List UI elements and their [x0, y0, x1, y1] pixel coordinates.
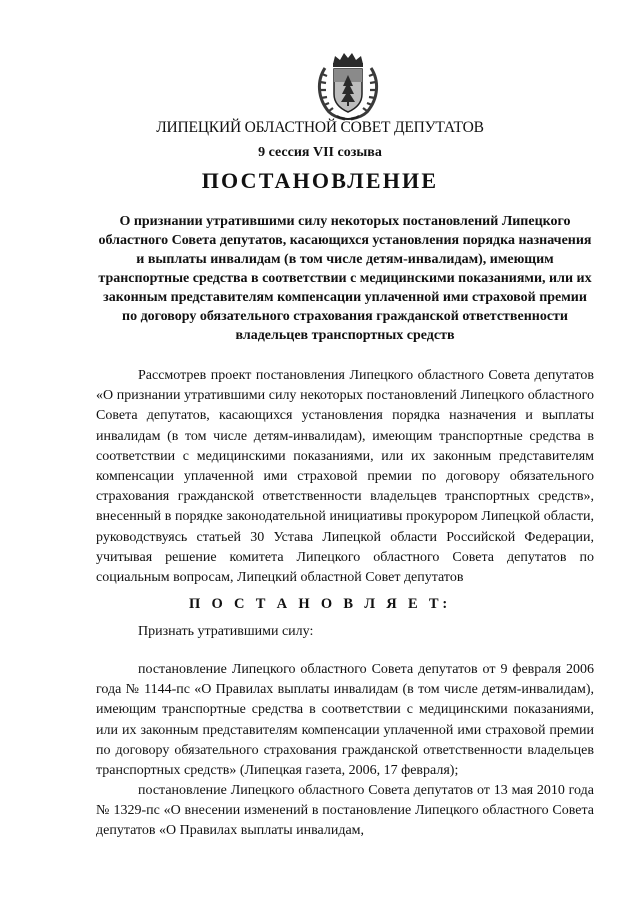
preamble-text: Рассмотрев проект постановления Липецкого областного Совета депутатов «О признании утратившими силу некоторых постановлений Липецкого областного Совета депутатов, касающихся установления порядка назначения и выплаты инвалидам (в том числе детям-инвалидам), имеющим транспортные средства в соответствии с медицинскими показаниями, или их законным представителям компенсации уплаченной ими страховой премии по договору обязательного страхования гражданской ответственности владельцев транспортных средств», внесенный в порядке законодательной инициативы прокурором Липецкой области, руководствуясь статьей 30 Устава Липецкой области Российской Федерации, учитывая решение комитета Липецкого областного Совета депутатов по социальным вопросам, Липецкий областной Совет депутатов [96, 368, 594, 586]
repealed-item [96, 660, 594, 781]
document-type-heading: ПОСТАНОВЛЕНИЕ [201, 168, 439, 193]
session-line: 9 сессия VII созыва [258, 145, 382, 160]
repealed-item-text: постановление Липецкого областного Совета депутатов от 13 мая 2010 года № 1329-пс «О внесении изменений в постановление Липецкого областного Совета депутатов «О Правилах выплаты инвалидам, [96, 783, 594, 839]
council-name: ЛИПЕЦКИЙ ОБЛАСТНОЙ СОВЕТ ДЕПУТАТОВ [156, 119, 484, 136]
repealed-item-text: постановление Липецкого областного Совета депутатов от 9 февраля 2006 года № 1144-пс «О Правилах выплаты инвалидам (в том числе детям-инвалидам), имеющим транспортные средства в соответствии с медицинскими показаниями, или их законным представителям компенсации уплаченной ими страховой премии по договору обязательного страхования гражданской ответственности владельцев транспортных средств» (Липецкая газета, 2006, 17 февраля); [96, 662, 594, 779]
recognize-line: Признать утратившими силу: [138, 624, 314, 639]
resolves-heading: П О С Т А Н О В Л Я Е Т: [189, 596, 451, 612]
repealed-item [96, 781, 594, 842]
coat-of-arms-icon [315, 50, 381, 122]
preamble-paragraph [96, 366, 594, 588]
resolution-title: О признании утратившими силу некоторых постановлений Липецкого областного Совета депутатов, касающихся установления порядка назначения и выплаты инвалидам (в том числе детям-инвалидам), имеющим транспортные средства в соответствии с медицинскими показаниями, или их законным представителям компенсации уплаченной ими страховой премии по договору обязательного страхования гражданской ответственности владельцев транспортных средств [98, 214, 592, 343]
